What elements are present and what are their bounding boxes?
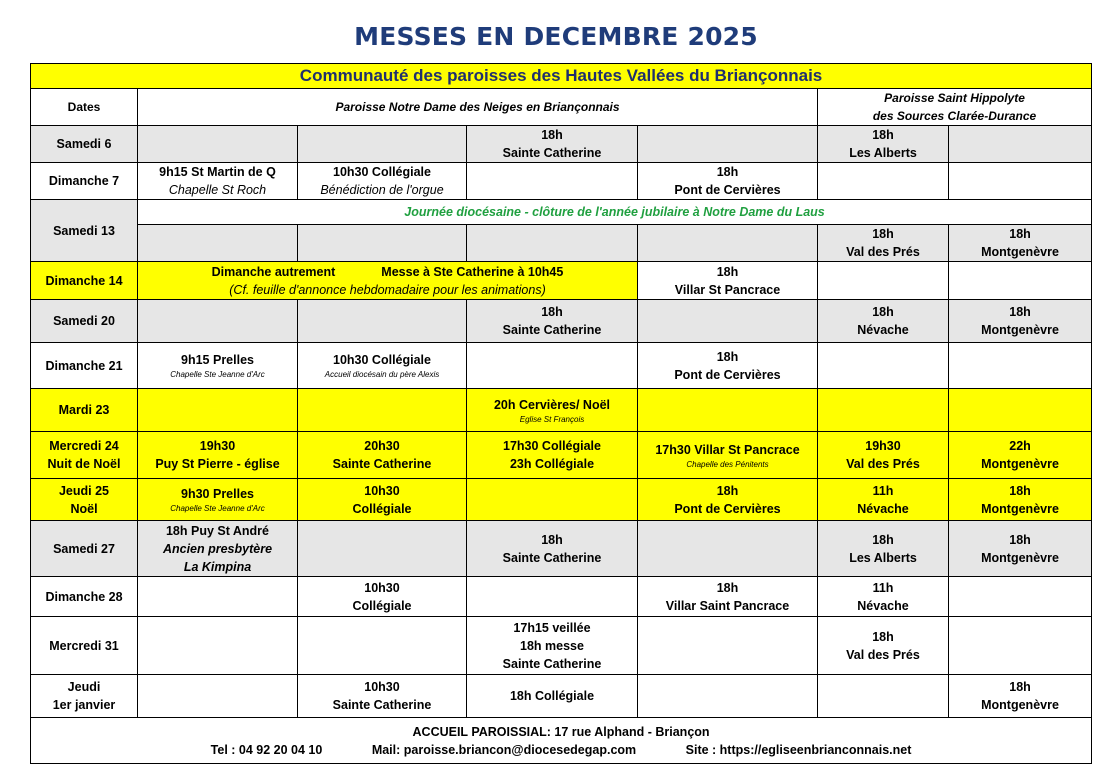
empty-cell xyxy=(638,225,818,262)
date-cell: Jeudi 25 Noël xyxy=(31,479,138,521)
mass-cell: 10h30 Collégiale xyxy=(298,479,467,521)
empty-cell xyxy=(818,343,949,389)
footer-mail: Mail: paroisse.briancon@diocesedegap.com xyxy=(371,742,637,757)
footer-contact xyxy=(31,718,1092,764)
mass-cell: 11h Névache xyxy=(818,577,949,617)
row-dimanche-28 xyxy=(31,577,1092,617)
empty-cell xyxy=(949,262,1092,300)
row-samedi-13-note xyxy=(31,200,1092,225)
announcement-cell xyxy=(138,262,638,300)
mass-cell: 10h30 Collégiale xyxy=(298,577,467,617)
mass-cell: 22h Montgenèvre xyxy=(949,432,1092,479)
mass-cell: 11h Névache xyxy=(818,479,949,521)
empty-cell xyxy=(138,577,298,617)
empty-cell xyxy=(949,389,1092,432)
row-samedi-20 xyxy=(31,300,1092,343)
mass-cell: 18h Villar Saint Pancrace xyxy=(638,577,818,617)
mass-cell: 18h Collégiale xyxy=(467,675,638,718)
mass-cell: 9h15 St Martin de Q Chapelle St Roch xyxy=(138,163,298,200)
empty-cell xyxy=(818,675,949,718)
date-cell: Mercredi 24 Nuit de Noël xyxy=(31,432,138,479)
header-parish-notre-dame: Paroisse Notre Dame des Neiges en Briançonnais xyxy=(138,89,818,126)
mass-cell: 19h30 Val des Prés xyxy=(818,432,949,479)
row-dimanche-21 xyxy=(31,343,1092,389)
empty-cell xyxy=(949,617,1092,675)
date-cell: Samedi 13 xyxy=(31,200,138,262)
mass-cell: 18h Sainte Catherine xyxy=(467,126,638,163)
row-samedi-6 xyxy=(31,126,1092,163)
footer-address: ACCUEIL PAROISSIAL: 17 rue Alphand - Briançon xyxy=(412,724,710,739)
empty-cell xyxy=(818,163,949,200)
empty-cell xyxy=(138,389,298,432)
mass-cell: 18h Val des Prés xyxy=(818,617,949,675)
mass-cell: 18h Montgenèvre xyxy=(949,225,1092,262)
mass-cell: 17h30 Villar St Pancrace Chapelle des Pénitents xyxy=(638,432,818,479)
mass-cell: 19h30 Puy St Pierre - église xyxy=(138,432,298,479)
empty-cell xyxy=(818,389,949,432)
date-cell: Jeudi 1er janvier xyxy=(31,675,138,718)
date-cell: Mercredi 31 xyxy=(31,617,138,675)
empty-cell xyxy=(138,675,298,718)
empty-cell xyxy=(298,300,467,343)
header-parish2-line2: des Sources Clarée-Durance xyxy=(872,109,1037,123)
empty-cell xyxy=(467,225,638,262)
empty-cell xyxy=(638,300,818,343)
empty-cell xyxy=(467,343,638,389)
header-dates: Dates xyxy=(31,89,138,126)
announcement-2: Messe à Ste Catherine à 10h45 xyxy=(381,264,564,279)
mass-cell: 18h Sainte Catherine xyxy=(467,300,638,343)
footer-phone: Tel : 04 92 20 04 10 xyxy=(210,742,323,757)
community-banner: Communauté des paroisses des Hautes Vallées du Briançonnais xyxy=(31,64,1092,89)
mass-cell: 18h Sainte Catherine xyxy=(467,521,638,577)
empty-cell xyxy=(638,126,818,163)
empty-cell xyxy=(638,389,818,432)
mass-cell: 18h Montgenèvre xyxy=(949,521,1092,577)
mass-cell: 10h30 Collégiale Accueil diocésain du père Alexis xyxy=(298,343,467,389)
empty-cell xyxy=(138,617,298,675)
footer-row xyxy=(31,718,1092,764)
row-mardi-23 xyxy=(31,389,1092,432)
mass-cell: 18h Puy St André Ancien presbytère La Kimpina xyxy=(138,521,298,577)
mass-cell: 9h15 Prelles Chapelle Ste Jeanne d'Arc xyxy=(138,343,298,389)
empty-cell xyxy=(298,225,467,262)
header-row xyxy=(31,89,1092,126)
empty-cell xyxy=(298,389,467,432)
mass-cell: 18h Montgenèvre xyxy=(949,300,1092,343)
row-mercredi-24 xyxy=(31,432,1092,479)
empty-cell xyxy=(467,479,638,521)
empty-cell xyxy=(949,163,1092,200)
date-cell: Dimanche 14 xyxy=(31,262,138,300)
mass-cell: 10h30 Sainte Catherine xyxy=(298,675,467,718)
mass-cell: 17h30 Collégiale 23h Collégiale xyxy=(467,432,638,479)
row-dimanche-7 xyxy=(31,163,1092,200)
mass-cell: 18h Montgenèvre xyxy=(949,479,1092,521)
mass-cell: 18h Val des Prés xyxy=(818,225,949,262)
mass-cell: 10h30 Collégiale Bénédiction de l'orgue xyxy=(298,163,467,200)
mass-cell: 20h30 Sainte Catherine xyxy=(298,432,467,479)
diocesan-day-note: Journée diocésaine - clôture de l'année jubilaire à Notre Dame du Laus xyxy=(138,200,1092,225)
date-cell: Dimanche 7 xyxy=(31,163,138,200)
announcement-3: (Cf. feuille d'annonce hebdomadaire pour les animations) xyxy=(229,282,546,297)
empty-cell xyxy=(638,675,818,718)
mass-cell: 18h Les Alberts xyxy=(818,126,949,163)
empty-cell xyxy=(298,126,467,163)
empty-cell xyxy=(638,521,818,577)
mass-cell: 18h Villar St Pancrace xyxy=(638,262,818,300)
empty-cell xyxy=(138,126,298,163)
empty-cell xyxy=(138,300,298,343)
date-cell: Samedi 20 xyxy=(31,300,138,343)
empty-cell xyxy=(467,577,638,617)
empty-cell xyxy=(949,577,1092,617)
header-parish2-line1: Paroisse Saint Hippolyte xyxy=(884,91,1025,105)
mass-schedule-table xyxy=(30,63,1092,764)
empty-cell xyxy=(818,262,949,300)
announcement-1: Dimanche autrement xyxy=(211,264,336,279)
mass-cell: 18h Pont de Cervières xyxy=(638,479,818,521)
empty-cell xyxy=(638,617,818,675)
empty-cell xyxy=(949,126,1092,163)
mass-cell: 20h Cervières/ Noël Eglise St François xyxy=(467,389,638,432)
mass-cell: 18h Pont de Cervières xyxy=(638,163,818,200)
mass-cell: 18h Montgenèvre xyxy=(949,675,1092,718)
date-cell: Dimanche 28 xyxy=(31,577,138,617)
mass-cell: 17h15 veillée 18h messe Sainte Catherine xyxy=(467,617,638,675)
row-dimanche-14 xyxy=(31,262,1092,300)
row-samedi-27 xyxy=(31,521,1092,577)
empty-cell xyxy=(949,343,1092,389)
page-title: MESSES EN DECEMBRE 2025 xyxy=(354,22,758,51)
empty-cell xyxy=(138,225,298,262)
mass-cell: 18h Pont de Cervières xyxy=(638,343,818,389)
date-cell: Samedi 27 xyxy=(31,521,138,577)
empty-cell xyxy=(298,617,467,675)
mass-cell: 9h30 Prelles Chapelle Ste Jeanne d'Arc xyxy=(138,479,298,521)
row-mercredi-31 xyxy=(31,617,1092,675)
mass-cell: 18h Névache xyxy=(818,300,949,343)
row-samedi-13 xyxy=(31,225,1092,262)
mass-cell: 18h Les Alberts xyxy=(818,521,949,577)
date-cell: Mardi 23 xyxy=(31,389,138,432)
empty-cell xyxy=(298,521,467,577)
banner-row xyxy=(31,64,1092,89)
empty-cell xyxy=(467,163,638,200)
row-jeudi-1er-janvier xyxy=(31,675,1092,718)
date-cell: Dimanche 21 xyxy=(31,343,138,389)
header-parish-saint-hippolyte xyxy=(818,89,1092,126)
date-cell: Samedi 6 xyxy=(31,126,138,163)
footer-site: Site : https://egliseenbrianconnais.net xyxy=(685,742,912,757)
row-jeudi-25 xyxy=(31,479,1092,521)
